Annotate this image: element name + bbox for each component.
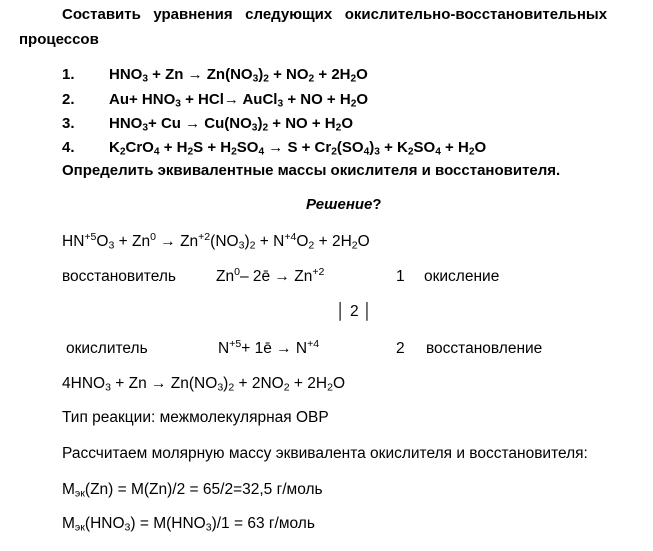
- solution-heading: [306, 196, 382, 213]
- solution-title: Решение: [306, 196, 373, 213]
- reducer-half-reaction: Zn$^0$– 2ē → $Zn^{+2}$: [216, 266, 325, 285]
- oxidizer-half-reaction: $N^{+5}+$ 1ē → $N^{+4}$: [218, 338, 320, 357]
- reducer-coefficient: 1: [396, 268, 405, 285]
- oxidizer-coefficient: 2: [396, 340, 405, 357]
- calculation-intro: Рассчитаем молярную массу эквивалента окислителя и восстановителя:: [62, 445, 588, 462]
- balanced-equation: $4HNO_3 + Zn \to Zn(NO_3)_2 + 2NO_2 + 2H_2O$: [62, 375, 346, 394]
- task-heading-text: Составить уравнения следующих окислительно-восстановительных: [62, 6, 608, 23]
- task-number: 1.: [62, 66, 75, 83]
- reducer-process: окисление: [424, 268, 500, 285]
- task-equation: $Au+ HNO_3 + HCl\to$ AuCl$_3$ + NO + $H_2O$: [109, 91, 369, 110]
- oxidation-states-equation: $HN^{+5}O_3 + Zn^0 \to Zn^{+2}(NO_3)_2 + N^{+4}O_2 + 2H_2O$: [62, 231, 370, 252]
- task-number: 2.: [62, 91, 75, 108]
- determine-text: Определить эквивалентные массы окислителя и восстановителя.: [62, 162, 561, 179]
- reaction-type: Тип реакции: межмолекулярная ОВР: [62, 409, 329, 426]
- task-equation: $K_2CrO_4 + H_2S + H_2SO_4 \to S + Cr_2(SO_4)_3 + K_2SO_4 + H_2O$: [109, 139, 487, 158]
- task-number: 3.: [62, 115, 75, 132]
- reducer-row: [62, 268, 652, 288]
- oxidizer-process: восстановление: [426, 340, 543, 357]
- task-equation: $HNO_3+ Cu \to Cu(NO_3)_2$ + NO + $H_2O$: [109, 115, 353, 134]
- task-equation: $HNO_3 + Zn \to Zn(NO_3)_2 + NO_2 + 2H_2O$: [109, 66, 368, 85]
- electron-balance-lcm: │ 2 │: [336, 303, 373, 320]
- equivalent-mass-zn: $M_{эк}(Zn) = M(Zn)/2 = 65/2=32,5$ г/моль: [62, 481, 323, 500]
- task-number: 4.: [62, 139, 75, 156]
- oxidizer-label: окислитель: [66, 340, 148, 357]
- reducer-label: восстановитель: [62, 268, 176, 285]
- task-heading-text-2: процессов: [19, 31, 99, 48]
- task-heading-line1: [62, 6, 642, 23]
- task-heading-line2: [19, 31, 99, 48]
- solution-question-mark: ?: [372, 196, 382, 213]
- oxidizer-row: [62, 340, 652, 360]
- determine-task: [62, 162, 560, 179]
- equivalent-mass-hno3: $M_{эк}(HNO_3) = M(HNO_3)/1 = 63$ г/моль: [62, 515, 315, 534]
